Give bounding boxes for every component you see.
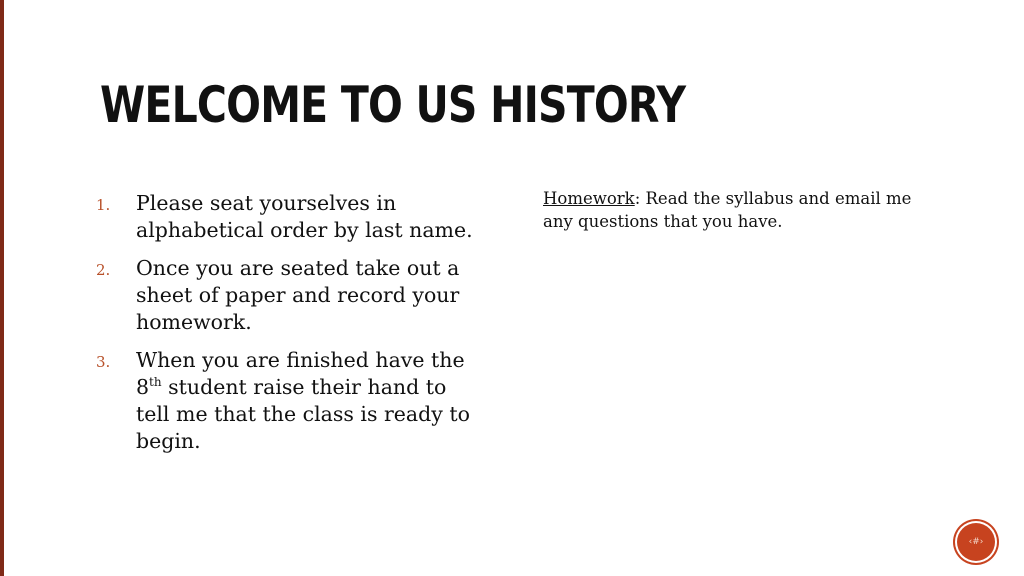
- instruction-item: [96, 190, 486, 244]
- homework-text: Read the syllabus and email me any questions that you have.: [543, 189, 912, 231]
- instruction-item: [96, 255, 486, 336]
- item-text-end: student raise their hand to tell me that the class is ready to begin.: [136, 375, 470, 453]
- homework-separator: :: [634, 189, 646, 208]
- item-text: Once you are seated take out a sheet of paper and record your homework.: [136, 256, 460, 334]
- instruction-item: [96, 347, 486, 455]
- page-number-badge: [957, 523, 995, 561]
- item-text: Please seat yourselves in alphabetical order by last name.: [136, 191, 473, 242]
- page-number: ‹#›: [968, 537, 984, 547]
- item-text-start: When you are finished have the 8: [136, 348, 465, 399]
- item-number: 1.: [96, 196, 111, 214]
- left-accent-rule: [0, 0, 4, 576]
- slide-title: WELCOME TO US HISTORY: [100, 76, 686, 134]
- instruction-list: [96, 190, 486, 466]
- ordinal-superscript: th: [149, 375, 162, 390]
- item-number: 2.: [96, 261, 111, 279]
- homework-label: Homework: [543, 189, 635, 208]
- homework-note: [543, 187, 943, 233]
- item-number: 3.: [96, 353, 111, 371]
